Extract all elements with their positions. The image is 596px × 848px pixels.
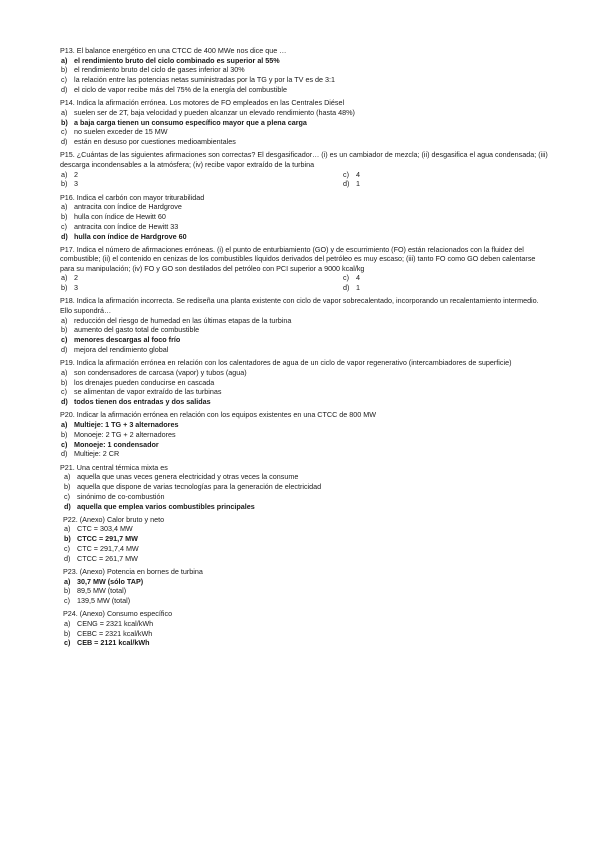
question-16 — [60, 193, 550, 242]
option-text: el rendimiento bruto del ciclo de gases inferior al 30% — [74, 65, 245, 75]
option-text: 139,5 MW (total) — [77, 596, 131, 606]
option-c: c) la relación entre las potencias netas suministradas por la TG y por la TV es de 3:1 — [61, 75, 336, 85]
option-text: aquella que unas veces genera electricidad y otras veces la consume — [77, 472, 299, 482]
option-text: 1 — [356, 283, 360, 293]
option-a: a) reducción del riesgo de humedad en las últimas etapas de la turbina — [61, 315, 292, 325]
option-text: 30,7 MW (sólo TAP) — [77, 576, 144, 586]
option-text: CTC = 303,4 MW — [77, 524, 133, 534]
option-text: 4 — [356, 169, 360, 179]
option-text: a baja carga tienen un consumo específico mayor que a plena carga — [74, 117, 307, 127]
option-c: c) sinónimo de co-combustión — [64, 491, 165, 501]
option-a: a) aquella que unas veces genera electricidad y otras veces la consume — [64, 472, 299, 482]
option-d: d) todos tienen dos entradas y dos salidas — [61, 397, 211, 407]
option-c: c) no suelen exceder de 15 MW — [61, 127, 168, 137]
question-text: P24. (Anexo) Consumo específico — [63, 609, 173, 619]
option-text: 3 — [74, 179, 78, 189]
option-text: antracita con índice de Hewitt 33 — [74, 221, 179, 231]
question-23 — [60, 567, 550, 606]
options-row — [60, 273, 550, 283]
option-b: b) CTCC = 291,7 MW — [64, 534, 138, 544]
option-text: 89,5 MW (total) — [77, 586, 127, 596]
question-text: P22. (Anexo) Calor bruto y neto — [63, 514, 165, 524]
option-text: 2 — [74, 273, 78, 283]
option-text: CEB = 2121 kcal/kWh — [77, 638, 150, 648]
option-text: hulla con índice de Hewitt 60 — [74, 211, 166, 221]
option-text: 1 — [356, 179, 360, 189]
option-d: d) CTCC = 261,7 MW — [64, 553, 138, 563]
question-15 — [60, 150, 550, 189]
option-c: c) 4 — [343, 169, 360, 179]
option-c: c) CTC = 291,7,4 MW — [64, 543, 139, 553]
option-text: sinónimo de co-combustión — [77, 491, 165, 501]
option-b: b) a baja carga tienen un consumo específico mayor que a plena carga — [61, 117, 307, 127]
option-d: d) hulla con índice de Hardgrove 60 — [61, 231, 187, 241]
option-a: a) 2 — [61, 169, 78, 179]
option-c: c) 4 — [343, 273, 360, 283]
option-text: hulla con índice de Hardgrove 60 — [74, 231, 187, 241]
option-text: Multieje: 2 CR — [74, 449, 120, 459]
option-a: a) CENG = 2321 kcal/kWh — [64, 618, 154, 628]
option-b: b) el rendimiento bruto del ciclo de gases inferior al 30% — [61, 65, 245, 75]
option-text: antracita con índice de Hardgrove — [74, 202, 182, 212]
question-text: P20. Indicar la afirmación errónea en relación con los equipos existentes en una CTCC de 800 MW — [60, 410, 377, 420]
option-text: aquella que emplea varios combustibles principales — [77, 501, 255, 511]
option-text: aquella que dispone de varias tecnologías para la generación de electricidad — [77, 481, 322, 491]
option-text: suelen ser de 2T, baja velocidad y pueden alcanzar un elevado rendimiento (hasta 48%) — [74, 107, 355, 117]
option-b: b) los drenajes pueden conducirse en cascada — [61, 377, 215, 387]
option-text: se alimentan de vapor extraído de las turbinas — [74, 387, 222, 397]
options-row — [60, 170, 550, 180]
option-c: c) 139,5 MW (total) — [64, 596, 131, 606]
option-b: b) aumento del gasto total de combustible — [61, 325, 200, 335]
option-c: c) Monoeje: 1 condensador — [61, 439, 159, 449]
option-a: a) suelen ser de 2T, baja velocidad y pueden alcanzar un elevado rendimiento (hasta 48%) — [61, 107, 355, 117]
option-text: Monoeje: 2 TG + 2 alternadores — [74, 429, 176, 439]
option-text: CEBC = 2321 kcal/kWh — [77, 628, 153, 638]
option-text: mejora del rendimiento global — [74, 345, 169, 355]
option-text: el ciclo de vapor recibe más del 75% de la energía del combustible — [74, 84, 287, 94]
option-text: CTCC = 291,7 MW — [77, 534, 138, 544]
option-text: reducción del riesgo de humedad en las últimas etapas de la turbina — [74, 315, 292, 325]
question-text: P18. Indica la afirmación incorrecta. Se rediseña una planta existente con ciclo de vapor sobrecalentado, incorporando un recalentamiento intermedio. Ello supondrá… — [60, 296, 539, 316]
option-b: b) aquella que dispone de varias tecnologías para la generación de electricidad — [64, 481, 322, 491]
option-b: b) hulla con índice de Hewitt 60 — [61, 211, 166, 221]
question-22 — [60, 515, 550, 564]
option-a: a) Multieje: 1 TG + 3 alternadores — [61, 419, 179, 429]
question-text: P19. Indica la afirmación errónea en relación con los calentadores de agua de un ciclo de vapor regenerativo (intercambiadores de superficie) — [60, 358, 512, 368]
option-b: b) Monoeje: 2 TG + 2 alternadores — [61, 429, 176, 439]
option-d: d) aquella que emplea varios combustibles principales — [64, 501, 255, 511]
option-a: a) 30,7 MW (sólo TAP) — [64, 576, 144, 586]
option-text: aumento del gasto total de combustible — [74, 325, 200, 335]
option-text: Multieje: 1 TG + 3 alternadores — [74, 419, 179, 429]
option-text: la relación entre las potencias netas suministradas por la TG y por la TV es de 3:1 — [74, 75, 336, 85]
option-text: 2 — [74, 169, 78, 179]
question-19 — [60, 358, 550, 407]
option-text: están en desuso por cuestiones medioambientales — [74, 137, 236, 147]
question-text: P23. (Anexo) Potencia en bornes de turbina — [63, 566, 203, 576]
exam-page — [60, 46, 550, 648]
question-13 — [60, 46, 550, 95]
option-a: a) son condensadores de carcasa (vapor) y tubos (agua) — [61, 367, 247, 377]
question-text: P21. Una central térmica mixta es — [60, 462, 168, 472]
option-text: 3 — [74, 283, 78, 293]
options-row — [60, 283, 550, 293]
option-d: d) 1 — [343, 179, 360, 189]
option-d: d) Multieje: 2 CR — [61, 449, 120, 459]
question-18 — [60, 296, 550, 354]
question-17 — [60, 245, 550, 293]
option-text: el rendimiento bruto del ciclo combinado es superior al 55% — [74, 55, 280, 65]
option-c: c) CEB = 2121 kcal/kWh — [64, 638, 150, 648]
option-text: los drenajes pueden conducirse en cascada — [74, 377, 215, 387]
option-c: c) menores descargas al foco frío — [61, 335, 181, 345]
options-row — [60, 179, 550, 189]
option-c: c) se alimentan de vapor extraído de las turbinas — [61, 387, 222, 397]
question-text: P14. Indica la afirmación errónea. Los motores de FO empleados en las Centrales Diésel — [60, 98, 345, 108]
option-b: b) CEBC = 2321 kcal/kWh — [64, 628, 153, 638]
option-b: b) 3 — [61, 179, 78, 189]
option-c: c) antracita con índice de Hewitt 33 — [61, 221, 179, 231]
option-b: b) 3 — [61, 283, 78, 293]
question-text: P15. ¿Cuántas de las siguientes afirmaciones son correctas? El desgasificador… (i) es un cambiador de mezcla; (ii) desgasifica el agua condensada; (iii) descarga incondensables a la atmósfera; (iv) recibe vapor extraído de la turbina — [60, 150, 548, 169]
question-14 — [60, 98, 550, 147]
option-a: a) el rendimiento bruto del ciclo combinado es superior al 55% — [61, 55, 280, 65]
option-text: todos tienen dos entradas y dos salidas — [74, 397, 211, 407]
question-text: P13. El balance energético en una CTCC de 400 MWe nos dice que … — [60, 46, 287, 55]
question-text: P17. Indica el número de afirmaciones erróneas. (i) el punto de enturbiamiento (GO) y de escurrimiento (FO) están relacionados con la fluidez del combustible; (ii) el contenido en cenizas de los combustibles líquidos derivados del petróleo es muy escaso; (iii) tanto FO como GO deben calentarse para su manipulación; (iv) FO y GO son destilados del petróleo con PCI superior a 9000 kcal/kg — [60, 244, 536, 273]
question-21 — [60, 463, 550, 512]
option-text: Monoeje: 1 condensador — [74, 439, 159, 449]
question-24 — [60, 609, 550, 648]
option-text: CTCC = 261,7 MW — [77, 553, 138, 563]
option-text: 4 — [356, 273, 360, 283]
option-d: d) el ciclo de vapor recibe más del 75% de la energía del combustible — [61, 84, 287, 94]
question-20 — [60, 410, 550, 459]
option-a: a) CTC = 303,4 MW — [64, 524, 133, 534]
option-a: a) 2 — [61, 273, 78, 283]
question-text: P16. Indica el carbón con mayor triturabilidad — [60, 192, 205, 202]
option-a: a) antracita con índice de Hardgrove — [61, 202, 182, 212]
option-d: d) están en desuso por cuestiones medioambientales — [61, 137, 236, 147]
option-text: no suelen exceder de 15 MW — [74, 127, 168, 137]
option-d: d) mejora del rendimiento global — [61, 345, 169, 355]
option-text: son condensadores de carcasa (vapor) y tubos (agua) — [74, 367, 247, 377]
option-text: CTC = 291,7,4 MW — [77, 543, 139, 553]
option-d: d) 1 — [343, 283, 360, 293]
option-b: b) 89,5 MW (total) — [64, 586, 127, 596]
option-text: menores descargas al foco frío — [74, 335, 181, 345]
option-text: CENG = 2321 kcal/kWh — [77, 618, 154, 628]
